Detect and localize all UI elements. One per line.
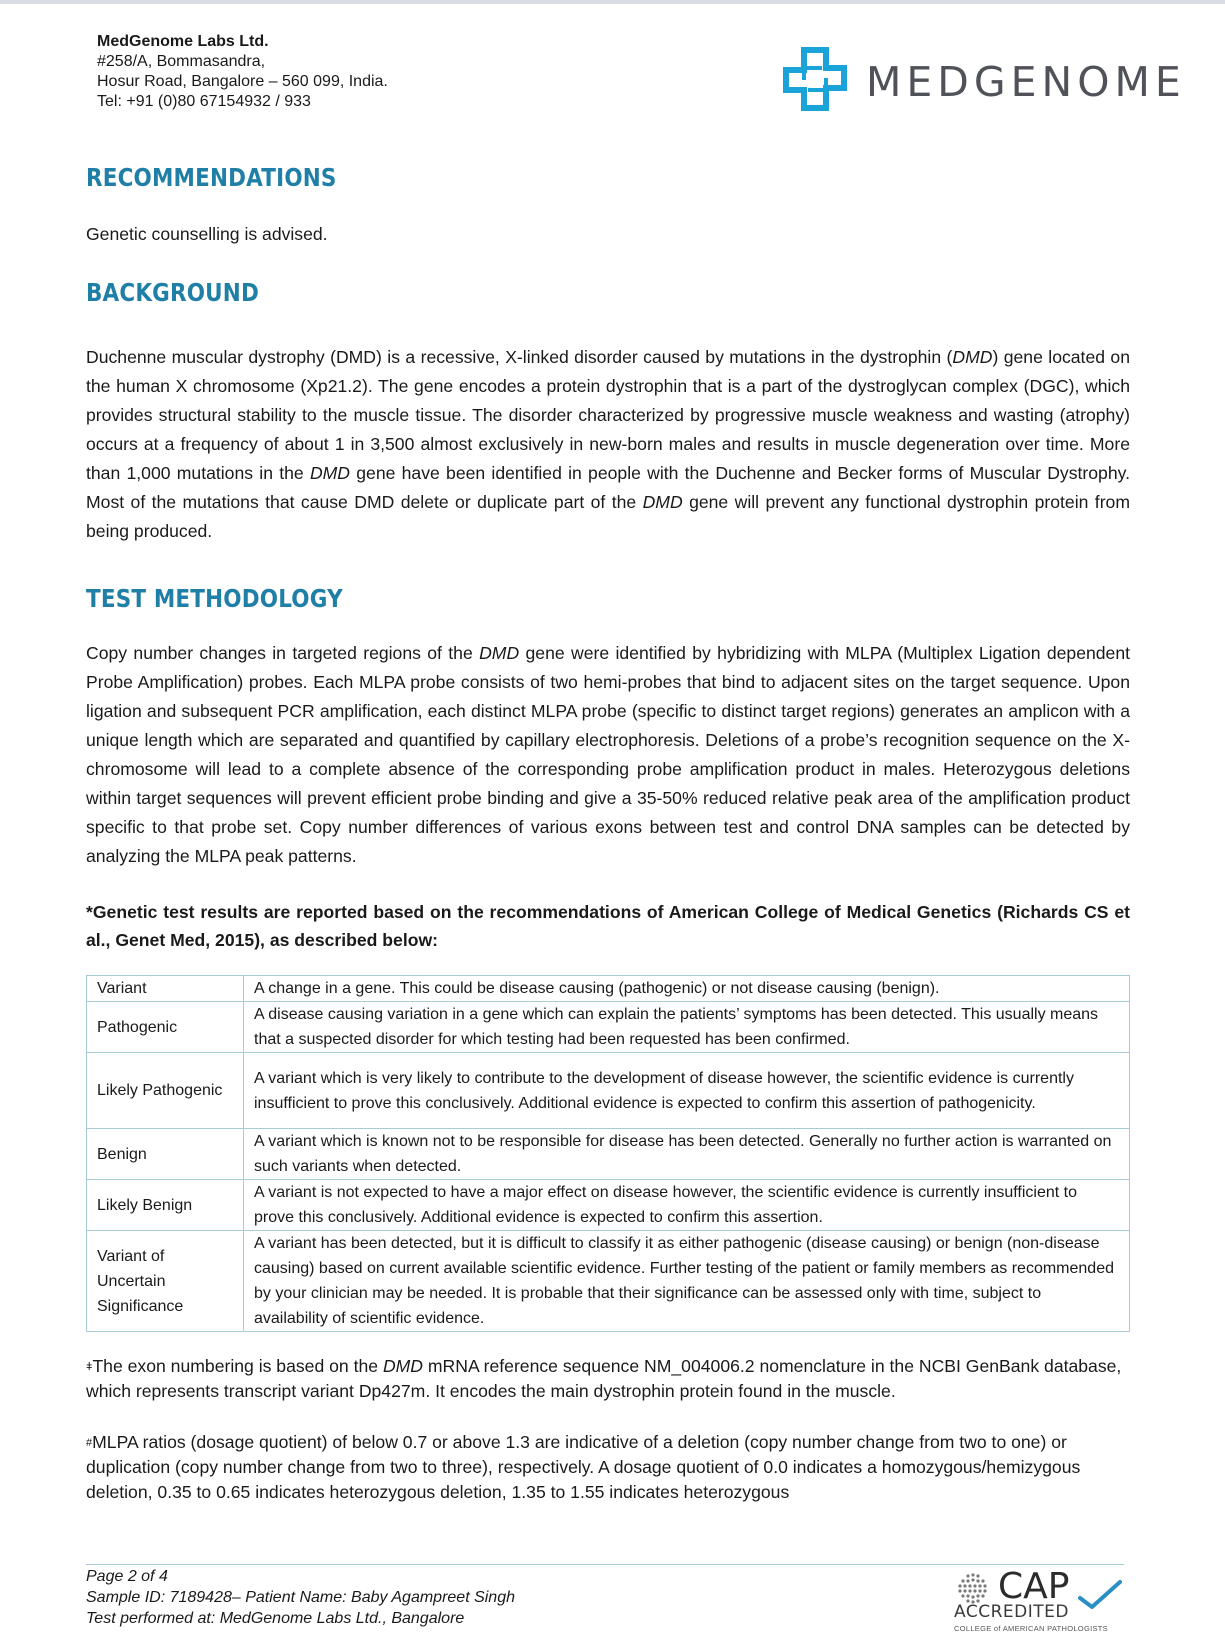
cap-accreditation-logo — [952, 1566, 1132, 1633]
table-row — [87, 976, 1130, 1002]
gene-name-italic: DMD — [479, 643, 520, 663]
classification-term: Pathogenic — [87, 1002, 244, 1053]
gene-name-italic: DMD — [952, 347, 993, 367]
classification-term: Benign — [87, 1129, 244, 1180]
methodology-paragraph: Copy number changes in targeted regions of the DMD gene were identified by hybridizing with MLPA (Multiplex Ligation dependent Probe Amplification) probes. Each MLPA probe consists of two hemi-probes that bind to adjacent sites on the target sequence. Upon ligation and subsequent PCR amplification, each distinct MLPA probe (specific to distinct target regions) generates an amplicon with a unique length which are separated and quantified by capillary electrophoresis. Deletions of a probe’s recognition sequence on the X-chromosome will lead to a complete absence of the corresponding probe amplification product in males. Heterozygous deletions within target sequences will prevent efficient probe binding and give a 35-50% reduced relative peak area of the amplification product specific to that probe set. Copy number differences of various exons between test and control DNA samples can be detected by analyzing the MLPA peak patterns. — [86, 643, 1131, 866]
address-line-2: Hosur Road, Bangalore – 560 099, India. — [97, 73, 388, 90]
medgenome-cross-icon — [780, 46, 850, 116]
cap-dots-icon — [954, 1572, 994, 1606]
sample-patient-info: Sample ID: 7189428– Patient Name: Baby Agampreet Singh — [86, 1589, 515, 1606]
college-of-american-pathologists: COLLEGE of AMERICAN PATHOLOGISTS — [954, 1624, 1108, 1633]
recommendations-heading: RECOMMENDATIONS — [86, 163, 337, 192]
table-row — [87, 1002, 1130, 1053]
variant-classification-table — [86, 975, 1130, 1332]
footnote-mark: ǂ — [86, 1361, 93, 1373]
classification-term: Variant of Uncertain Significance — [87, 1231, 244, 1332]
page-footer — [86, 1566, 515, 1629]
exon-numbering-footnote: $^ǂ$The exon numbering is based on the DMD mRNA reference sequence NM_004006.2 nomenclature in the NCBI GenBank database, which represents transcript variant Dp427m. It encodes the main dystrophin protein found in the muscle. — [86, 1356, 1122, 1401]
phone-number: Tel: +91 (0)80 67154932 / 933 — [97, 93, 311, 110]
accredited-text: ACCREDITED — [954, 1602, 1069, 1622]
recommendations-text: Genetic counselling is advised. — [86, 224, 328, 244]
classification-definition: A change in a gene. This could be disease causing (pathogenic) or not disease causing (benign). — [244, 976, 1130, 1002]
gene-name-italic: DMD — [642, 492, 683, 512]
acmg-reporting-note: *Genetic test results are reported based on the recommendations of American College of Medical Genetics (Richards CS et al., Genet Med, 2015), as described below: — [86, 902, 1130, 950]
background-paragraph: Duchenne muscular dystrophy (DMD) is a recessive, X-linked disorder caused by mutations in the dystrophin (DMD) gene located on the human X chromosome (Xp21.2). The gene encodes a protein dystrophin that is a part of the dystroglycan complex (DGC), which provides structural stability to the muscle tissue. The disorder characterized by progressive muscle weakness and wasting (atrophy) occurs at a frequency of about 1 in 3,500 almost exclusively in new-born males and results in muscle degeneration over time. More than 1,000 mutations in the DMD gene have been identified in people with the Duchenne and Becker forms of Muscular Dystrophy. Most of the mutations that cause DMD delete or duplicate part of the DMD gene will prevent any functional dystrophin protein from being produced. — [86, 347, 1130, 541]
classification-term: Likely Pathogenic — [87, 1053, 244, 1129]
background-heading: BACKGROUND — [86, 278, 259, 307]
classification-definition: A variant is not expected to have a major effect on disease however, the scientific evidence is currently insufficient to prove this conclusively. Additional evidence is expected to confirm this assertion. — [244, 1180, 1130, 1231]
table-row — [87, 1180, 1130, 1231]
cap-text: CAP — [998, 1566, 1070, 1607]
table-row — [87, 1053, 1130, 1129]
classification-term: Variant — [87, 976, 244, 1002]
footer-divider — [86, 1564, 1124, 1565]
logo-wordmark: MEDGENOME — [866, 58, 1186, 106]
classification-definition: A disease causing variation in a gene which can explain the patients’ symptoms has been detected. This usually means that a suspected disorder for which testing had been requested has been confirmed. — [244, 1002, 1130, 1053]
gene-name-italic: DMD — [382, 1356, 424, 1376]
test-location: Test performed at: MedGenome Labs Ltd., Bangalore — [86, 1610, 465, 1627]
classification-definition: A variant which is known not to be responsible for disease has been detected. Generally no further action is warranted on such variants when detected. — [244, 1129, 1130, 1180]
table-row — [87, 1231, 1130, 1332]
classification-definition: A variant which is very likely to contribute to the development of disease however, the scientific evidence is currently insufficient to prove this conclusively. Additional evidence is expected to confirm this assertion of pathogenicity. — [244, 1053, 1130, 1129]
methodology-heading: TEST METHODOLOGY — [86, 584, 343, 613]
gene-name-italic: DMD — [309, 463, 351, 483]
footnote-mark: # — [86, 1437, 93, 1449]
page-number: Page 2 of 4 — [86, 1568, 168, 1585]
company-address-block — [97, 32, 388, 112]
mlpa-ratio-footnote: #MLPA ratios (dosage quotient) of below 0.7 or above 1.3 are indicative of a deletion (copy number change from two to one) or duplication (copy number change from two to three), respectively. A dosage quotient of 0.0 indicates a homozygous/hemizygous deletion, 0.35 to 0.65 indicates heterozygous deletion, 1.35 to 1.55 indicates heterozygous — [86, 1432, 1081, 1502]
company-name: MedGenome Labs Ltd. — [97, 33, 269, 50]
classification-definition: A variant has been detected, but it is difficult to classify it as either pathogenic (disease causing) or benign (non-disease causing) based on current available scientific evidence. Further testing of the patient or family members as recommended by your clinician may be needed. It is probable that their significance can be assessed only with time, subject to availability of scientific evidence. — [244, 1231, 1130, 1332]
top-rule — [0, 0, 1225, 4]
address-line-1: #258/A, Bommasandra, — [97, 53, 266, 70]
table-row — [87, 1129, 1130, 1180]
classification-term: Likely Benign — [87, 1180, 244, 1231]
checkmark-icon — [1078, 1580, 1122, 1610]
